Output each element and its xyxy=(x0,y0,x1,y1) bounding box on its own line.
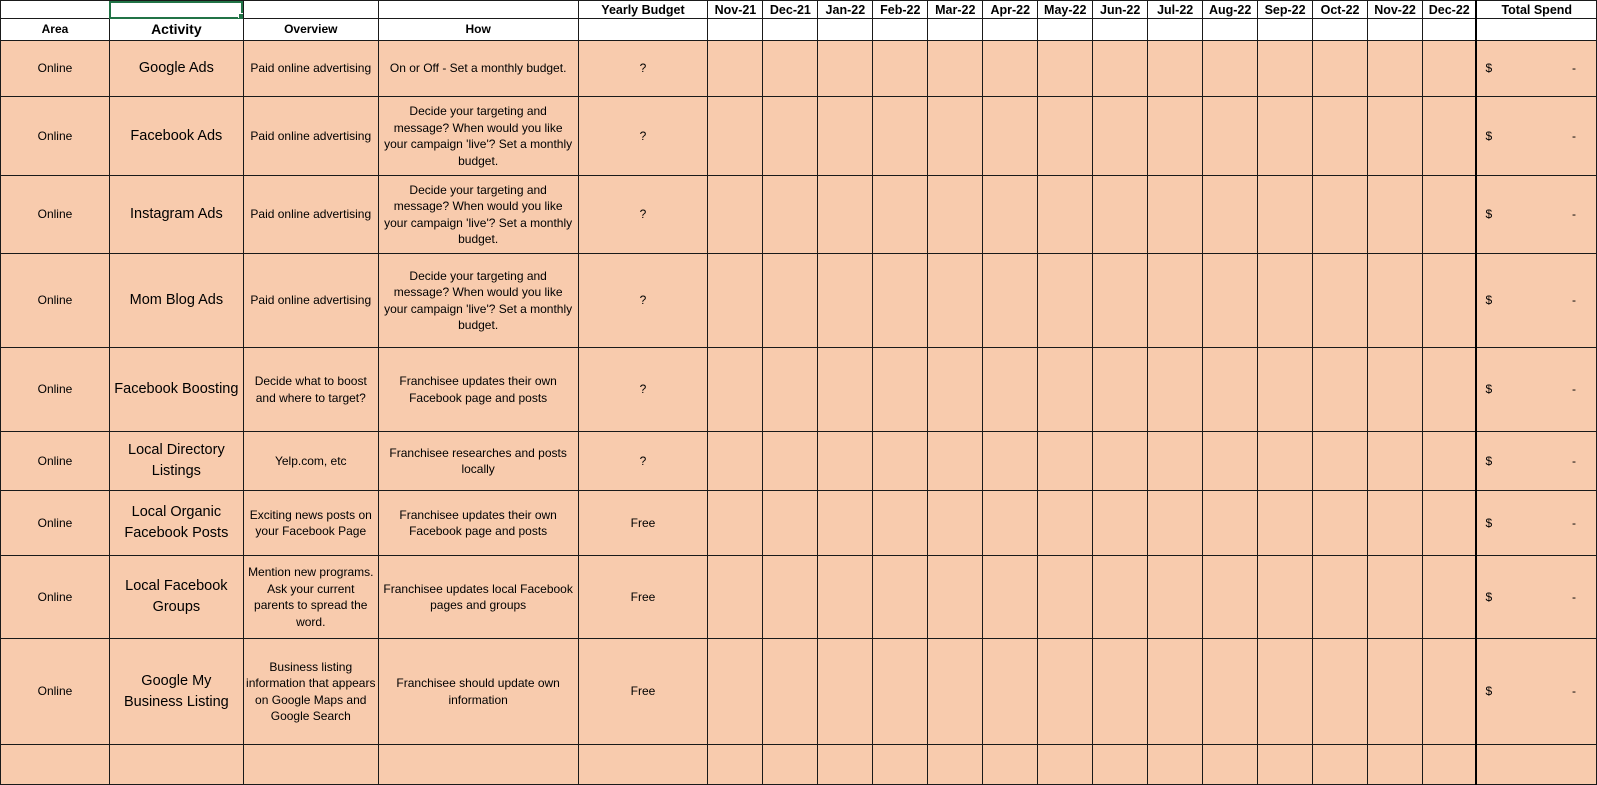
yearly-budget-cell[interactable]: ? xyxy=(578,254,708,348)
month-cell[interactable] xyxy=(708,639,763,745)
month-cell[interactable] xyxy=(708,254,763,348)
how-cell[interactable]: Franchisee researches and posts locally xyxy=(378,432,578,491)
activity-cell[interactable] xyxy=(109,745,243,785)
month-header[interactable]: Mar-22 xyxy=(928,1,983,19)
month-cell[interactable] xyxy=(708,491,763,556)
month-cell[interactable] xyxy=(818,254,873,348)
currency-symbol: $ xyxy=(1485,61,1493,76)
month-cell[interactable] xyxy=(1368,556,1423,639)
total-spend-cell[interactable] xyxy=(1476,41,1596,97)
month-cell[interactable] xyxy=(1038,176,1093,254)
currency-symbol: $ xyxy=(1485,515,1493,530)
month-cell[interactable] xyxy=(1203,639,1258,745)
total-spend-value: - xyxy=(1572,382,1576,397)
month-cell[interactable] xyxy=(1423,639,1477,745)
total-spend-value: - xyxy=(1572,453,1576,468)
month-cell[interactable] xyxy=(1038,491,1093,556)
table-row xyxy=(1,176,1597,254)
month-cell[interactable] xyxy=(763,432,818,491)
total-spend-cell[interactable] xyxy=(1476,745,1596,785)
month-cell[interactable] xyxy=(873,432,928,491)
how-cell[interactable] xyxy=(378,745,578,785)
month-cell[interactable] xyxy=(983,97,1038,176)
month-cell[interactable] xyxy=(928,639,983,745)
month-cell[interactable] xyxy=(1368,97,1423,176)
month-cell[interactable] xyxy=(1368,41,1423,97)
activity-cell[interactable]: Local Organic Facebook Posts xyxy=(109,491,243,556)
month-cell[interactable] xyxy=(1423,432,1477,491)
month-cell[interactable] xyxy=(818,176,873,254)
total-spend-cell[interactable] xyxy=(1476,348,1596,432)
currency-symbol: $ xyxy=(1485,453,1493,468)
month-header-blank[interactable] xyxy=(1313,19,1368,41)
area-cell[interactable]: Online xyxy=(1,41,110,97)
activity-cell[interactable]: Facebook Ads xyxy=(109,97,243,176)
month-cell[interactable] xyxy=(1093,41,1148,97)
month-cell[interactable] xyxy=(1258,432,1313,491)
month-cell[interactable] xyxy=(1148,556,1203,639)
month-cell[interactable] xyxy=(1313,491,1368,556)
selected-cell[interactable] xyxy=(109,1,243,19)
how-cell[interactable]: Decide your targeting and message? When would you like your campaign 'live'? Set a monthly budget. xyxy=(378,97,578,176)
month-cell[interactable] xyxy=(1258,348,1313,432)
month-cell[interactable] xyxy=(1038,432,1093,491)
overview-header[interactable]: Overview xyxy=(243,19,378,41)
month-cell[interactable] xyxy=(1093,432,1148,491)
month-cell[interactable] xyxy=(1038,745,1093,785)
yearly-budget-cell[interactable]: ? xyxy=(578,348,708,432)
month-cell[interactable] xyxy=(928,254,983,348)
activity-header[interactable]: Activity xyxy=(109,19,243,41)
month-header-blank[interactable] xyxy=(983,19,1038,41)
month-cell[interactable] xyxy=(1203,254,1258,348)
month-cell[interactable] xyxy=(1093,97,1148,176)
month-header-blank[interactable] xyxy=(928,19,983,41)
month-cell[interactable] xyxy=(983,348,1038,432)
yearly-budget-cell[interactable] xyxy=(578,745,708,785)
month-cell[interactable] xyxy=(1313,432,1368,491)
month-cell[interactable] xyxy=(1258,639,1313,745)
activity-cell[interactable]: Local Facebook Groups xyxy=(109,556,243,639)
header-row-1 xyxy=(1,1,1597,19)
month-cell[interactable] xyxy=(1368,254,1423,348)
currency-symbol: $ xyxy=(1485,207,1493,222)
area-cell[interactable] xyxy=(1,745,110,785)
month-cell[interactable] xyxy=(1038,41,1093,97)
month-cell[interactable] xyxy=(928,176,983,254)
how-cell[interactable]: Franchisee should update own information xyxy=(378,639,578,745)
month-cell[interactable] xyxy=(818,97,873,176)
month-cell[interactable] xyxy=(1368,176,1423,254)
month-cell[interactable] xyxy=(708,556,763,639)
month-cell[interactable] xyxy=(928,556,983,639)
month-cell[interactable] xyxy=(763,745,818,785)
total-spend-cell[interactable] xyxy=(1476,97,1596,176)
table-row xyxy=(1,432,1597,491)
month-cell[interactable] xyxy=(983,176,1038,254)
month-cell[interactable] xyxy=(1148,491,1203,556)
yearly-budget-header[interactable]: Yearly Budget xyxy=(578,1,708,19)
month-cell[interactable] xyxy=(1258,41,1313,97)
month-cell[interactable] xyxy=(1038,556,1093,639)
yearly-budget-cell[interactable]: ? xyxy=(578,432,708,491)
month-header[interactable]: Aug-22 xyxy=(1203,1,1258,19)
how-cell[interactable]: Decide your targeting and message? When would you like your campaign 'live'? Set a monthly budget. xyxy=(378,176,578,254)
month-cell[interactable] xyxy=(1313,97,1368,176)
month-cell[interactable] xyxy=(1368,639,1423,745)
month-cell[interactable] xyxy=(1038,254,1093,348)
month-header-blank[interactable] xyxy=(708,19,763,41)
yearly-budget-cell[interactable]: Free xyxy=(578,556,708,639)
month-cell[interactable] xyxy=(873,348,928,432)
month-cell[interactable] xyxy=(818,432,873,491)
month-cell[interactable] xyxy=(818,348,873,432)
month-header[interactable]: Jan-22 xyxy=(818,1,873,19)
area-cell[interactable]: Online xyxy=(1,491,110,556)
month-header[interactable]: Apr-22 xyxy=(983,1,1038,19)
table-row xyxy=(1,97,1597,176)
month-cell[interactable] xyxy=(983,254,1038,348)
area-cell[interactable]: Online xyxy=(1,348,110,432)
month-cell[interactable] xyxy=(983,491,1038,556)
month-cell[interactable] xyxy=(873,41,928,97)
month-cell[interactable] xyxy=(1038,97,1093,176)
month-cell[interactable] xyxy=(1313,254,1368,348)
total-spend-value: - xyxy=(1572,128,1576,143)
month-cell[interactable] xyxy=(1203,176,1258,254)
month-cell[interactable] xyxy=(1368,745,1423,785)
overview-cell[interactable]: Exciting news posts on your Facebook Page xyxy=(243,491,378,556)
activity-cell[interactable]: Local Directory Listings xyxy=(109,432,243,491)
total-spend-header-blank[interactable] xyxy=(1476,19,1596,41)
area-cell[interactable]: Online xyxy=(1,254,110,348)
month-cell[interactable] xyxy=(1093,745,1148,785)
blank-header-cell[interactable] xyxy=(1,1,110,19)
month-cell[interactable] xyxy=(873,176,928,254)
total-spend-value: - xyxy=(1572,589,1576,604)
month-cell[interactable] xyxy=(1038,639,1093,745)
total-spend-value: - xyxy=(1572,61,1576,76)
currency-symbol: $ xyxy=(1485,382,1493,397)
month-cell[interactable] xyxy=(1313,41,1368,97)
area-cell[interactable]: Online xyxy=(1,176,110,254)
month-cell[interactable] xyxy=(873,745,928,785)
currency-symbol: $ xyxy=(1485,684,1493,699)
month-header-blank[interactable] xyxy=(1203,19,1258,41)
total-spend-value: - xyxy=(1572,684,1576,699)
month-cell[interactable] xyxy=(873,491,928,556)
month-cell[interactable] xyxy=(708,432,763,491)
yearly-budget-cell[interactable]: ? xyxy=(578,176,708,254)
table-row xyxy=(1,491,1597,556)
blank-header-cell[interactable] xyxy=(578,19,708,41)
month-header-blank[interactable] xyxy=(1038,19,1093,41)
overview-cell[interactable]: Business listing information that appears on Google Maps and Google Search xyxy=(243,639,378,745)
month-cell[interactable] xyxy=(1368,348,1423,432)
month-cell[interactable] xyxy=(1258,254,1313,348)
month-cell[interactable] xyxy=(928,491,983,556)
month-cell[interactable] xyxy=(983,745,1038,785)
month-header[interactable]: Feb-22 xyxy=(873,1,928,19)
month-cell[interactable] xyxy=(763,176,818,254)
month-cell[interactable] xyxy=(1258,97,1313,176)
month-cell[interactable] xyxy=(1093,254,1148,348)
month-cell[interactable] xyxy=(1423,745,1477,785)
month-cell[interactable] xyxy=(818,556,873,639)
month-cell[interactable] xyxy=(1313,176,1368,254)
month-cell[interactable] xyxy=(1423,254,1477,348)
overview-cell[interactable]: Paid online advertising xyxy=(243,176,378,254)
yearly-budget-cell[interactable]: Free xyxy=(578,639,708,745)
month-header[interactable]: Nov-22 xyxy=(1368,1,1423,19)
month-cell[interactable] xyxy=(873,556,928,639)
month-cell[interactable] xyxy=(763,41,818,97)
activity-cell[interactable]: Mom Blog Ads xyxy=(109,254,243,348)
total-spend-header[interactable]: Total Spend xyxy=(1476,1,1596,19)
blank-header-cell[interactable] xyxy=(378,1,578,19)
month-cell[interactable] xyxy=(1423,348,1477,432)
month-cell[interactable] xyxy=(873,639,928,745)
month-cell[interactable] xyxy=(1148,41,1203,97)
month-cell[interactable] xyxy=(1423,556,1477,639)
activity-cell[interactable]: Facebook Boosting xyxy=(109,348,243,432)
month-cell[interactable] xyxy=(1313,556,1368,639)
month-cell[interactable] xyxy=(763,491,818,556)
month-cell[interactable] xyxy=(1203,432,1258,491)
overview-cell[interactable]: Paid online advertising xyxy=(243,41,378,97)
table-row xyxy=(1,41,1597,97)
month-cell[interactable] xyxy=(983,432,1038,491)
month-cell[interactable] xyxy=(873,254,928,348)
month-cell[interactable] xyxy=(1203,348,1258,432)
month-cell[interactable] xyxy=(1203,556,1258,639)
area-cell[interactable]: Online xyxy=(1,639,110,745)
month-cell[interactable] xyxy=(1258,745,1313,785)
table-row xyxy=(1,348,1597,432)
currency-symbol: $ xyxy=(1485,293,1493,308)
month-header[interactable]: Dec-22 xyxy=(1423,1,1477,19)
month-cell[interactable] xyxy=(1148,348,1203,432)
overview-cell[interactable]: Paid online advertising xyxy=(243,254,378,348)
how-header[interactable]: How xyxy=(378,19,578,41)
overview-cell[interactable]: Paid online advertising xyxy=(243,97,378,176)
month-cell[interactable] xyxy=(1203,745,1258,785)
table-row xyxy=(1,254,1597,348)
month-cell[interactable] xyxy=(763,348,818,432)
month-cell[interactable] xyxy=(1093,491,1148,556)
month-header[interactable]: Jul-22 xyxy=(1148,1,1203,19)
month-cell[interactable] xyxy=(1148,745,1203,785)
total-spend-cell[interactable] xyxy=(1476,176,1596,254)
month-cell[interactable] xyxy=(708,348,763,432)
total-spend-value: - xyxy=(1572,207,1576,222)
how-cell[interactable]: Franchisee updates their own Facebook page and posts xyxy=(378,348,578,432)
total-spend-cell[interactable] xyxy=(1476,254,1596,348)
month-cell[interactable] xyxy=(1423,491,1477,556)
currency-symbol: $ xyxy=(1485,128,1493,143)
month-header-blank[interactable] xyxy=(1423,19,1477,41)
month-cell[interactable] xyxy=(1148,432,1203,491)
month-cell[interactable] xyxy=(1423,97,1477,176)
month-cell[interactable] xyxy=(1148,176,1203,254)
activity-cell[interactable]: Google My Business Listing xyxy=(109,639,243,745)
month-header-blank[interactable] xyxy=(1368,19,1423,41)
month-cell[interactable] xyxy=(1368,432,1423,491)
area-header[interactable]: Area xyxy=(1,19,110,41)
month-cell[interactable] xyxy=(1148,639,1203,745)
month-header[interactable]: Sep-22 xyxy=(1258,1,1313,19)
month-cell[interactable] xyxy=(1258,556,1313,639)
fill-handle[interactable] xyxy=(238,13,244,19)
month-cell[interactable] xyxy=(928,97,983,176)
month-cell[interactable] xyxy=(928,432,983,491)
month-cell[interactable] xyxy=(1313,745,1368,785)
area-cell[interactable]: Online xyxy=(1,556,110,639)
month-cell[interactable] xyxy=(1038,348,1093,432)
how-cell[interactable]: Franchisee updates local Facebook pages and groups xyxy=(378,556,578,639)
month-cell[interactable] xyxy=(763,556,818,639)
month-cell[interactable] xyxy=(708,176,763,254)
month-cell[interactable] xyxy=(1258,491,1313,556)
month-cell[interactable] xyxy=(1203,97,1258,176)
month-header-blank[interactable] xyxy=(1093,19,1148,41)
overview-cell[interactable]: Mention new programs. Ask your current parents to spread the word. xyxy=(243,556,378,639)
month-cell[interactable] xyxy=(1203,41,1258,97)
month-header[interactable]: Oct-22 xyxy=(1313,1,1368,19)
month-cell[interactable] xyxy=(708,745,763,785)
activity-cell[interactable]: Google Ads xyxy=(109,41,243,97)
yearly-budget-cell[interactable]: Free xyxy=(578,491,708,556)
month-cell[interactable] xyxy=(763,254,818,348)
month-cell[interactable] xyxy=(1093,639,1148,745)
month-cell[interactable] xyxy=(1423,176,1477,254)
month-cell[interactable] xyxy=(1148,254,1203,348)
month-header-blank[interactable] xyxy=(1258,19,1313,41)
month-cell[interactable] xyxy=(818,491,873,556)
month-cell[interactable] xyxy=(928,348,983,432)
overview-cell[interactable]: Yelp.com, etc xyxy=(243,432,378,491)
month-cell[interactable] xyxy=(983,639,1038,745)
month-cell[interactable] xyxy=(1093,348,1148,432)
month-cell[interactable] xyxy=(763,639,818,745)
yearly-budget-cell[interactable]: ? xyxy=(578,97,708,176)
month-cell[interactable] xyxy=(1313,639,1368,745)
total-spend-cell[interactable] xyxy=(1476,432,1596,491)
total-spend-value: - xyxy=(1572,515,1576,530)
month-cell[interactable] xyxy=(928,745,983,785)
month-cell[interactable] xyxy=(1313,348,1368,432)
month-cell[interactable] xyxy=(1368,491,1423,556)
month-cell[interactable] xyxy=(873,97,928,176)
header-row-2 xyxy=(1,19,1597,41)
overview-cell[interactable]: Decide what to boost and where to target? xyxy=(243,348,378,432)
currency-symbol: $ xyxy=(1485,589,1493,604)
area-cell[interactable]: Online xyxy=(1,432,110,491)
month-cell[interactable] xyxy=(1203,491,1258,556)
month-header[interactable]: Nov-21 xyxy=(708,1,763,19)
total-spend-cell[interactable] xyxy=(1476,556,1596,639)
total-spend-cell[interactable] xyxy=(1476,639,1596,745)
area-cell[interactable]: Online xyxy=(1,97,110,176)
how-cell[interactable]: Decide your targeting and message? When would you like your campaign 'live'? Set a monthly budget. xyxy=(378,254,578,348)
total-spend-cell[interactable] xyxy=(1476,491,1596,556)
month-cell[interactable] xyxy=(818,745,873,785)
month-cell[interactable] xyxy=(763,97,818,176)
month-cell[interactable] xyxy=(983,41,1038,97)
blank-header-cell[interactable] xyxy=(243,1,378,19)
yearly-budget-cell[interactable]: ? xyxy=(578,41,708,97)
activity-cell[interactable]: Instagram Ads xyxy=(109,176,243,254)
table-row xyxy=(1,556,1597,639)
how-cell[interactable]: On or Off - Set a monthly budget. xyxy=(378,41,578,97)
month-cell[interactable] xyxy=(818,639,873,745)
month-cell[interactable] xyxy=(708,41,763,97)
month-header[interactable]: Jun-22 xyxy=(1093,1,1148,19)
overview-cell[interactable] xyxy=(243,745,378,785)
month-header-blank[interactable] xyxy=(873,19,928,41)
how-cell[interactable]: Franchisee updates their own Facebook page and posts xyxy=(378,491,578,556)
month-header[interactable]: May-22 xyxy=(1038,1,1093,19)
month-cell[interactable] xyxy=(1258,176,1313,254)
month-cell[interactable] xyxy=(1093,176,1148,254)
month-header[interactable]: Dec-21 xyxy=(763,1,818,19)
month-cell[interactable] xyxy=(818,41,873,97)
month-header-blank[interactable] xyxy=(1148,19,1203,41)
month-cell[interactable] xyxy=(1148,97,1203,176)
month-cell[interactable] xyxy=(708,97,763,176)
table-row xyxy=(1,639,1597,745)
month-cell[interactable] xyxy=(983,556,1038,639)
month-header-blank[interactable] xyxy=(763,19,818,41)
month-header-blank[interactable] xyxy=(818,19,873,41)
month-cell[interactable] xyxy=(1423,41,1477,97)
month-cell[interactable] xyxy=(928,41,983,97)
total-spend-value: - xyxy=(1572,293,1576,308)
month-cell[interactable] xyxy=(1093,556,1148,639)
table-row xyxy=(1,745,1597,785)
